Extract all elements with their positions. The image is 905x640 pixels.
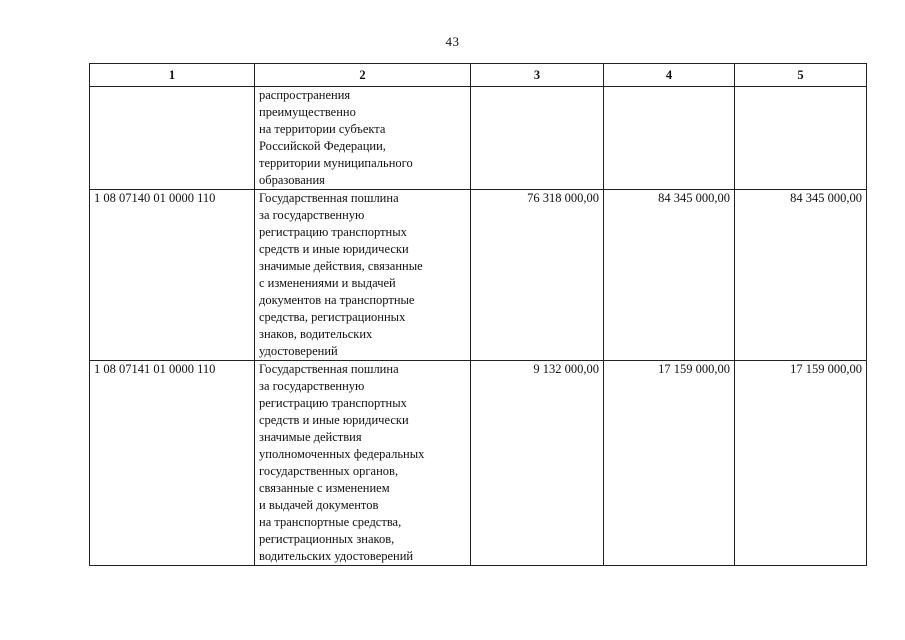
revenue-name-line: за государственную (259, 379, 365, 393)
revenue-name-line: средств и иные юридически (259, 242, 409, 256)
revenue-name-line: Государственная пошлина (259, 362, 399, 376)
revenue-name-line: на транспортные средства, (259, 515, 402, 529)
revenue-name-line: значимые действия (259, 430, 362, 444)
column-header-3: 3 (471, 64, 604, 87)
amount-col-5: 84 345 000,00 (735, 190, 867, 361)
revenue-name (255, 87, 471, 190)
table-row (90, 361, 867, 566)
column-header-4: 4 (604, 64, 735, 87)
classification-code (90, 87, 255, 190)
revenue-name (255, 361, 471, 566)
revenue-name-line: государственных органов, (259, 464, 399, 478)
revenue-name-line: связанные с изменением (259, 481, 390, 495)
classification-code: 1 08 07141 01 0000 110 (90, 361, 255, 566)
amount-col-3: 9 132 000,00 (471, 361, 604, 566)
revenue-name-line: уполномоченных федеральных (259, 447, 425, 461)
revenue-name-line: преимущественно (259, 105, 356, 119)
amount-col-4: 84 345 000,00 (604, 190, 735, 361)
budget-revenue-table (89, 63, 867, 566)
revenue-name-line: с изменениями и выдачей (259, 276, 396, 290)
revenue-name-line: территории муниципального (259, 156, 413, 170)
revenue-name-line: за государственную (259, 208, 365, 222)
revenue-name-line: значимые действия, связанные (259, 259, 423, 273)
revenue-name-line: регистрацию транспортных (259, 225, 407, 239)
revenue-name-line: знаков, водительских (259, 327, 373, 341)
amount-col-5 (735, 87, 867, 190)
revenue-name-line: и выдачей документов (259, 498, 379, 512)
revenue-name-line: средств и иные юридически (259, 413, 409, 427)
revenue-name-line: образования (259, 173, 325, 187)
column-header-1: 1 (90, 64, 255, 87)
revenue-name-line: удостоверений (259, 344, 338, 358)
classification-code: 1 08 07140 01 0000 110 (90, 190, 255, 361)
table-row (90, 87, 867, 190)
column-header-5: 5 (735, 64, 867, 87)
revenue-name-line: водительских удостоверений (259, 549, 414, 563)
table-row (90, 190, 867, 361)
revenue-name-line: распространения (259, 88, 351, 102)
column-header-2: 2 (255, 64, 471, 87)
page-number: 43 (445, 34, 460, 49)
revenue-name (255, 190, 471, 361)
amount-col-3 (471, 87, 604, 190)
amount-col-4: 17 159 000,00 (604, 361, 735, 566)
revenue-name-line: документов на транспортные (259, 293, 415, 307)
revenue-name-line: Российской Федерации, (259, 139, 386, 153)
revenue-name-line: на территории субъекта (259, 122, 386, 136)
revenue-name-line: Государственная пошлина (259, 191, 399, 205)
table-header-row (90, 64, 867, 87)
revenue-name-line: средства, регистрационных (259, 310, 406, 324)
amount-col-4 (604, 87, 735, 190)
revenue-name-line: регистрацию транспортных (259, 396, 407, 410)
amount-col-3: 76 318 000,00 (471, 190, 604, 361)
amount-col-5: 17 159 000,00 (735, 361, 867, 566)
revenue-name-line: регистрационных знаков, (259, 532, 395, 546)
